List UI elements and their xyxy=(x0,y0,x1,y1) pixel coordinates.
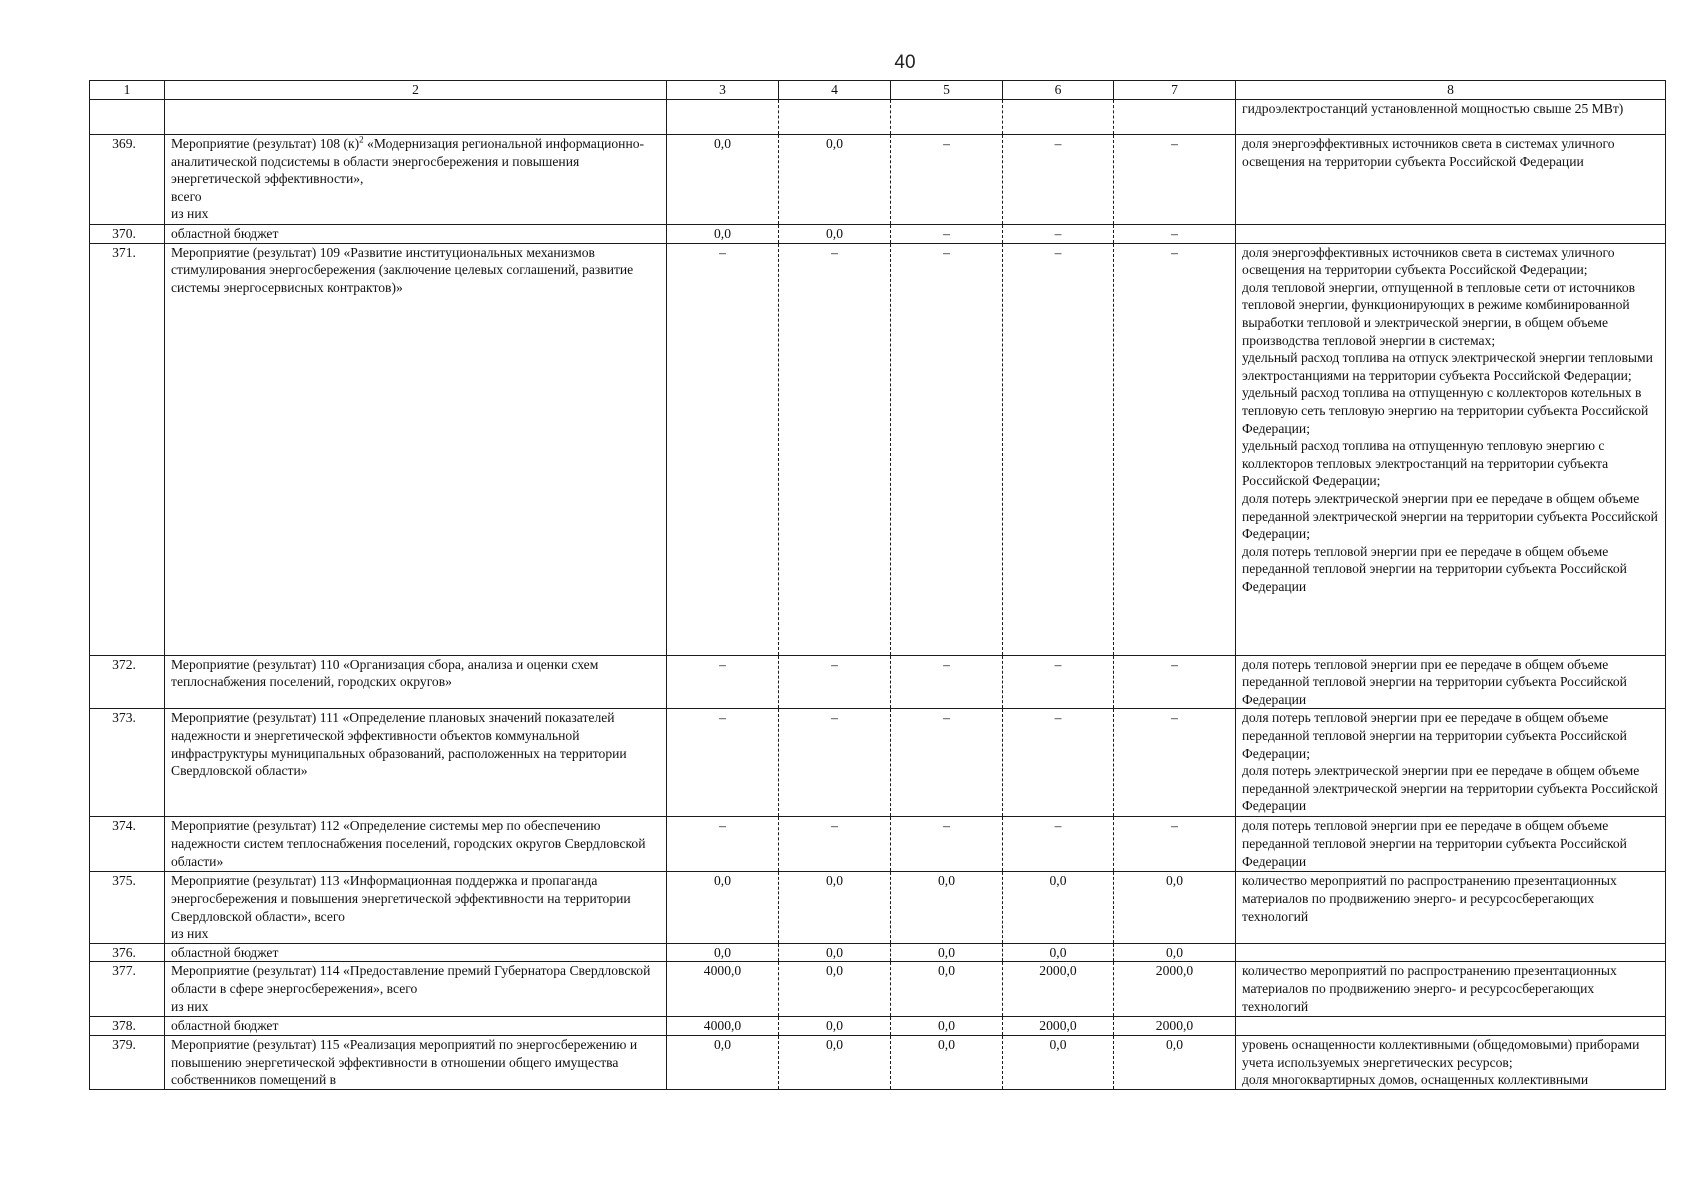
row-name: Мероприятие (результат) 109 «Развитие институциональных механизмов стимулирования энергосбережения (заключение целевых соглашений, развитие системы энергосервисных контрактов)» xyxy=(165,243,667,655)
value-cell: 0,0 xyxy=(891,943,1003,962)
footnote-marker: 2 xyxy=(359,134,364,145)
indicator-cell: доля потерь тепловой энергии при ее передаче в общем объеме переданной тепловой энергии на территории субъекта Российской Федерации xyxy=(1236,817,1666,872)
indicator-cell: уровень оснащенности коллективными (общедомовыми) приборами учета используемых энергетических ресурсов; доля многоквартирных домов, оснащенных коллективными xyxy=(1236,1035,1666,1089)
indicator-cell: гидроэлектростанций установленной мощностью свыше 25 МВт) xyxy=(1236,100,1666,135)
column-number-header: 2 xyxy=(165,81,667,100)
row-name-text: «Модернизация региональной информационно-аналитической подсистемы в области энергосбережения и повышения энергетической эффективности», всего из них xyxy=(171,136,645,222)
row-number: 375. xyxy=(90,872,165,943)
value-cell: 2000,0 xyxy=(1114,962,1236,1017)
value-cell xyxy=(891,100,1003,135)
value-cell: – xyxy=(891,817,1003,872)
indicator-cell: доля потерь тепловой энергии при ее передаче в общем объеме переданной тепловой энергии на территории субъекта Российской Федерации xyxy=(1236,655,1666,709)
table-row xyxy=(90,962,1666,1017)
value-cell: – xyxy=(1114,243,1236,655)
value-cell: 2000,0 xyxy=(1003,1017,1114,1036)
row-number: 373. xyxy=(90,709,165,817)
value-cell: – xyxy=(1003,817,1114,872)
indicator-cell: доля энергоэффективных источников света в системах уличного освещения на территории субъекта Российской Федерации xyxy=(1236,135,1666,225)
value-cell: – xyxy=(1114,225,1236,244)
table-row xyxy=(90,655,1666,709)
indicator-cell: количество мероприятий по распространению презентационных материалов по продвижению энерго- и ресурсосберегающих технологий xyxy=(1236,962,1666,1017)
value-cell: 0,0 xyxy=(891,962,1003,1017)
row-name: областной бюджет xyxy=(165,225,667,244)
row-name xyxy=(165,100,667,135)
indicator-cell: доля потерь тепловой энергии при ее передаче в общем объеме переданной тепловой энергии на территории субъекта Российской Федерации; доля потерь электрической энергии при ее передаче в общем объеме переданной электрической энергии на территории субъекта Российской Федерации xyxy=(1236,709,1666,817)
table-row xyxy=(90,943,1666,962)
column-number-header: 6 xyxy=(1003,81,1114,100)
value-cell: 0,0 xyxy=(779,943,891,962)
row-number xyxy=(90,100,165,135)
value-cell: – xyxy=(779,243,891,655)
value-cell: – xyxy=(779,709,891,817)
row-number: 377. xyxy=(90,962,165,1017)
value-cell: – xyxy=(891,243,1003,655)
value-cell xyxy=(1003,100,1114,135)
value-cell: – xyxy=(1003,135,1114,225)
value-cell: 0,0 xyxy=(779,1017,891,1036)
value-cell: 0,0 xyxy=(779,1035,891,1089)
value-cell: – xyxy=(667,243,779,655)
value-cell: – xyxy=(667,655,779,709)
value-cell: 2000,0 xyxy=(1003,962,1114,1017)
row-name: областной бюджет xyxy=(165,1017,667,1036)
value-cell: – xyxy=(1114,709,1236,817)
indicator-cell xyxy=(1236,1017,1666,1036)
value-cell: 0,0 xyxy=(1003,943,1114,962)
table-row xyxy=(90,135,1666,225)
value-cell: 0,0 xyxy=(667,225,779,244)
table-row xyxy=(90,872,1666,943)
value-cell: – xyxy=(779,655,891,709)
table-row xyxy=(90,225,1666,244)
value-cell: 4000,0 xyxy=(667,962,779,1017)
table-row xyxy=(90,100,1666,135)
row-name: областной бюджет xyxy=(165,943,667,962)
program-table xyxy=(89,80,1666,1090)
value-cell: 0,0 xyxy=(1003,872,1114,943)
value-cell: 0,0 xyxy=(1114,943,1236,962)
row-number: 372. xyxy=(90,655,165,709)
value-cell: – xyxy=(891,135,1003,225)
table-row xyxy=(90,1035,1666,1089)
value-cell: 0,0 xyxy=(1114,1035,1236,1089)
row-number: 371. xyxy=(90,243,165,655)
value-cell: 0,0 xyxy=(779,962,891,1017)
value-cell: – xyxy=(1003,225,1114,244)
table-row xyxy=(90,709,1666,817)
table-row xyxy=(90,817,1666,872)
value-cell: – xyxy=(1003,709,1114,817)
value-cell: 0,0 xyxy=(667,1035,779,1089)
row-number: 376. xyxy=(90,943,165,962)
value-cell: 0,0 xyxy=(1114,872,1236,943)
indicator-cell: количество мероприятий по распространению презентационных материалов по продвижению энерго- и ресурсосберегающих технологий xyxy=(1236,872,1666,943)
value-cell: 4000,0 xyxy=(667,1017,779,1036)
value-cell: 0,0 xyxy=(891,1035,1003,1089)
indicator-cell: доля энергоэффективных источников света в системах уличного освещения на территории субъекта Российской Федерации; доля тепловой энергии, отпущенной в тепловые сети от источников тепловой энергии, функционирующих в режиме комбинированной выработки тепловой и электрической энергии, в общем объеме производства тепловой энергии в системах; удельный расход топлива на отпуск электрической энергии тепловыми электростанциями на территории субъекта Российской Федерации; удельный расход топлива на отпущенную с коллекторов котельных в тепловую сеть тепловую энергию на территории субъекта Российской Федерации; удельный расход топлива на отпущенную тепловую энергию с коллекторов тепловых электростанций на территории субъекта Российской Федерации; доля потерь электрической энергии при ее передаче в общем объеме переданной электрической энергии на территории субъекта Российской Федерации; доля потерь тепловой энергии при ее передаче в общем объеме переданной тепловой энергии на территории субъекта Российской Федерации xyxy=(1236,243,1666,655)
column-number-header: 5 xyxy=(891,81,1003,100)
value-cell: 0,0 xyxy=(779,872,891,943)
row-number: 374. xyxy=(90,817,165,872)
value-cell: – xyxy=(667,817,779,872)
row-number: 370. xyxy=(90,225,165,244)
value-cell: 0,0 xyxy=(1003,1035,1114,1089)
table-row xyxy=(90,243,1666,655)
value-cell: 0,0 xyxy=(667,943,779,962)
value-cell: – xyxy=(891,655,1003,709)
column-number-header: 7 xyxy=(1114,81,1236,100)
value-cell: 0,0 xyxy=(667,872,779,943)
row-number: 378. xyxy=(90,1017,165,1036)
row-name: Мероприятие (результат) 111 «Определение плановых значений показателей надежности и энергетической эффективности объектов коммунальной инфраструктуры муниципальных образований, расположенных на территории Свердловской области» xyxy=(165,709,667,817)
row-name: Мероприятие (результат) 110 «Организация сбора, анализа и оценки схем теплоснабжения поселений, городских округов» xyxy=(165,655,667,709)
row-number: 379. xyxy=(90,1035,165,1089)
value-cell: 0,0 xyxy=(891,872,1003,943)
value-cell: 0,0 xyxy=(779,135,891,225)
indicator-cell xyxy=(1236,943,1666,962)
indicator-cell xyxy=(1236,225,1666,244)
value-cell: – xyxy=(1114,655,1236,709)
value-cell: – xyxy=(779,817,891,872)
value-cell: 0,0 xyxy=(779,225,891,244)
row-name: Мероприятие (результат) 112 «Определение системы мер по обеспечению надежности систем теплоснабжения поселений, городских округов Свердловской области» xyxy=(165,817,667,872)
column-number-header: 4 xyxy=(779,81,891,100)
column-number-header: 1 xyxy=(90,81,165,100)
column-number-header: 3 xyxy=(667,81,779,100)
value-cell: – xyxy=(1114,135,1236,225)
value-cell: 0,0 xyxy=(667,135,779,225)
row-name: Мероприятие (результат) 114 «Предоставление премий Губернатора Свердловской области в сфере энергосбережения», всего из них xyxy=(165,962,667,1017)
value-cell: – xyxy=(891,709,1003,817)
value-cell: 0,0 xyxy=(891,1017,1003,1036)
page-number: 40 xyxy=(894,52,916,73)
value-cell xyxy=(1114,100,1236,135)
value-cell: – xyxy=(667,709,779,817)
value-cell: – xyxy=(1003,243,1114,655)
column-number-header: 8 xyxy=(1236,81,1666,100)
row-name xyxy=(165,135,667,225)
row-name: Мероприятие (результат) 113 «Информационная поддержка и пропаганда энергосбережения и повышения энергетической эффективности на территории Свердловской области», всего из них xyxy=(165,872,667,943)
table-header-row xyxy=(90,81,1666,100)
value-cell: 2000,0 xyxy=(1114,1017,1236,1036)
value-cell: – xyxy=(1114,817,1236,872)
value-cell: – xyxy=(1003,655,1114,709)
row-name: Мероприятие (результат) 115 «Реализация мероприятий по энергосбережению и повышению энергетической эффективности в отношении общего имущества собственников помещений в xyxy=(165,1035,667,1089)
value-cell xyxy=(779,100,891,135)
row-name-text: Мероприятие (результат) 108 (к) xyxy=(171,136,360,151)
value-cell: – xyxy=(891,225,1003,244)
value-cell xyxy=(667,100,779,135)
row-number: 369. xyxy=(90,135,165,225)
table-row xyxy=(90,1017,1666,1036)
